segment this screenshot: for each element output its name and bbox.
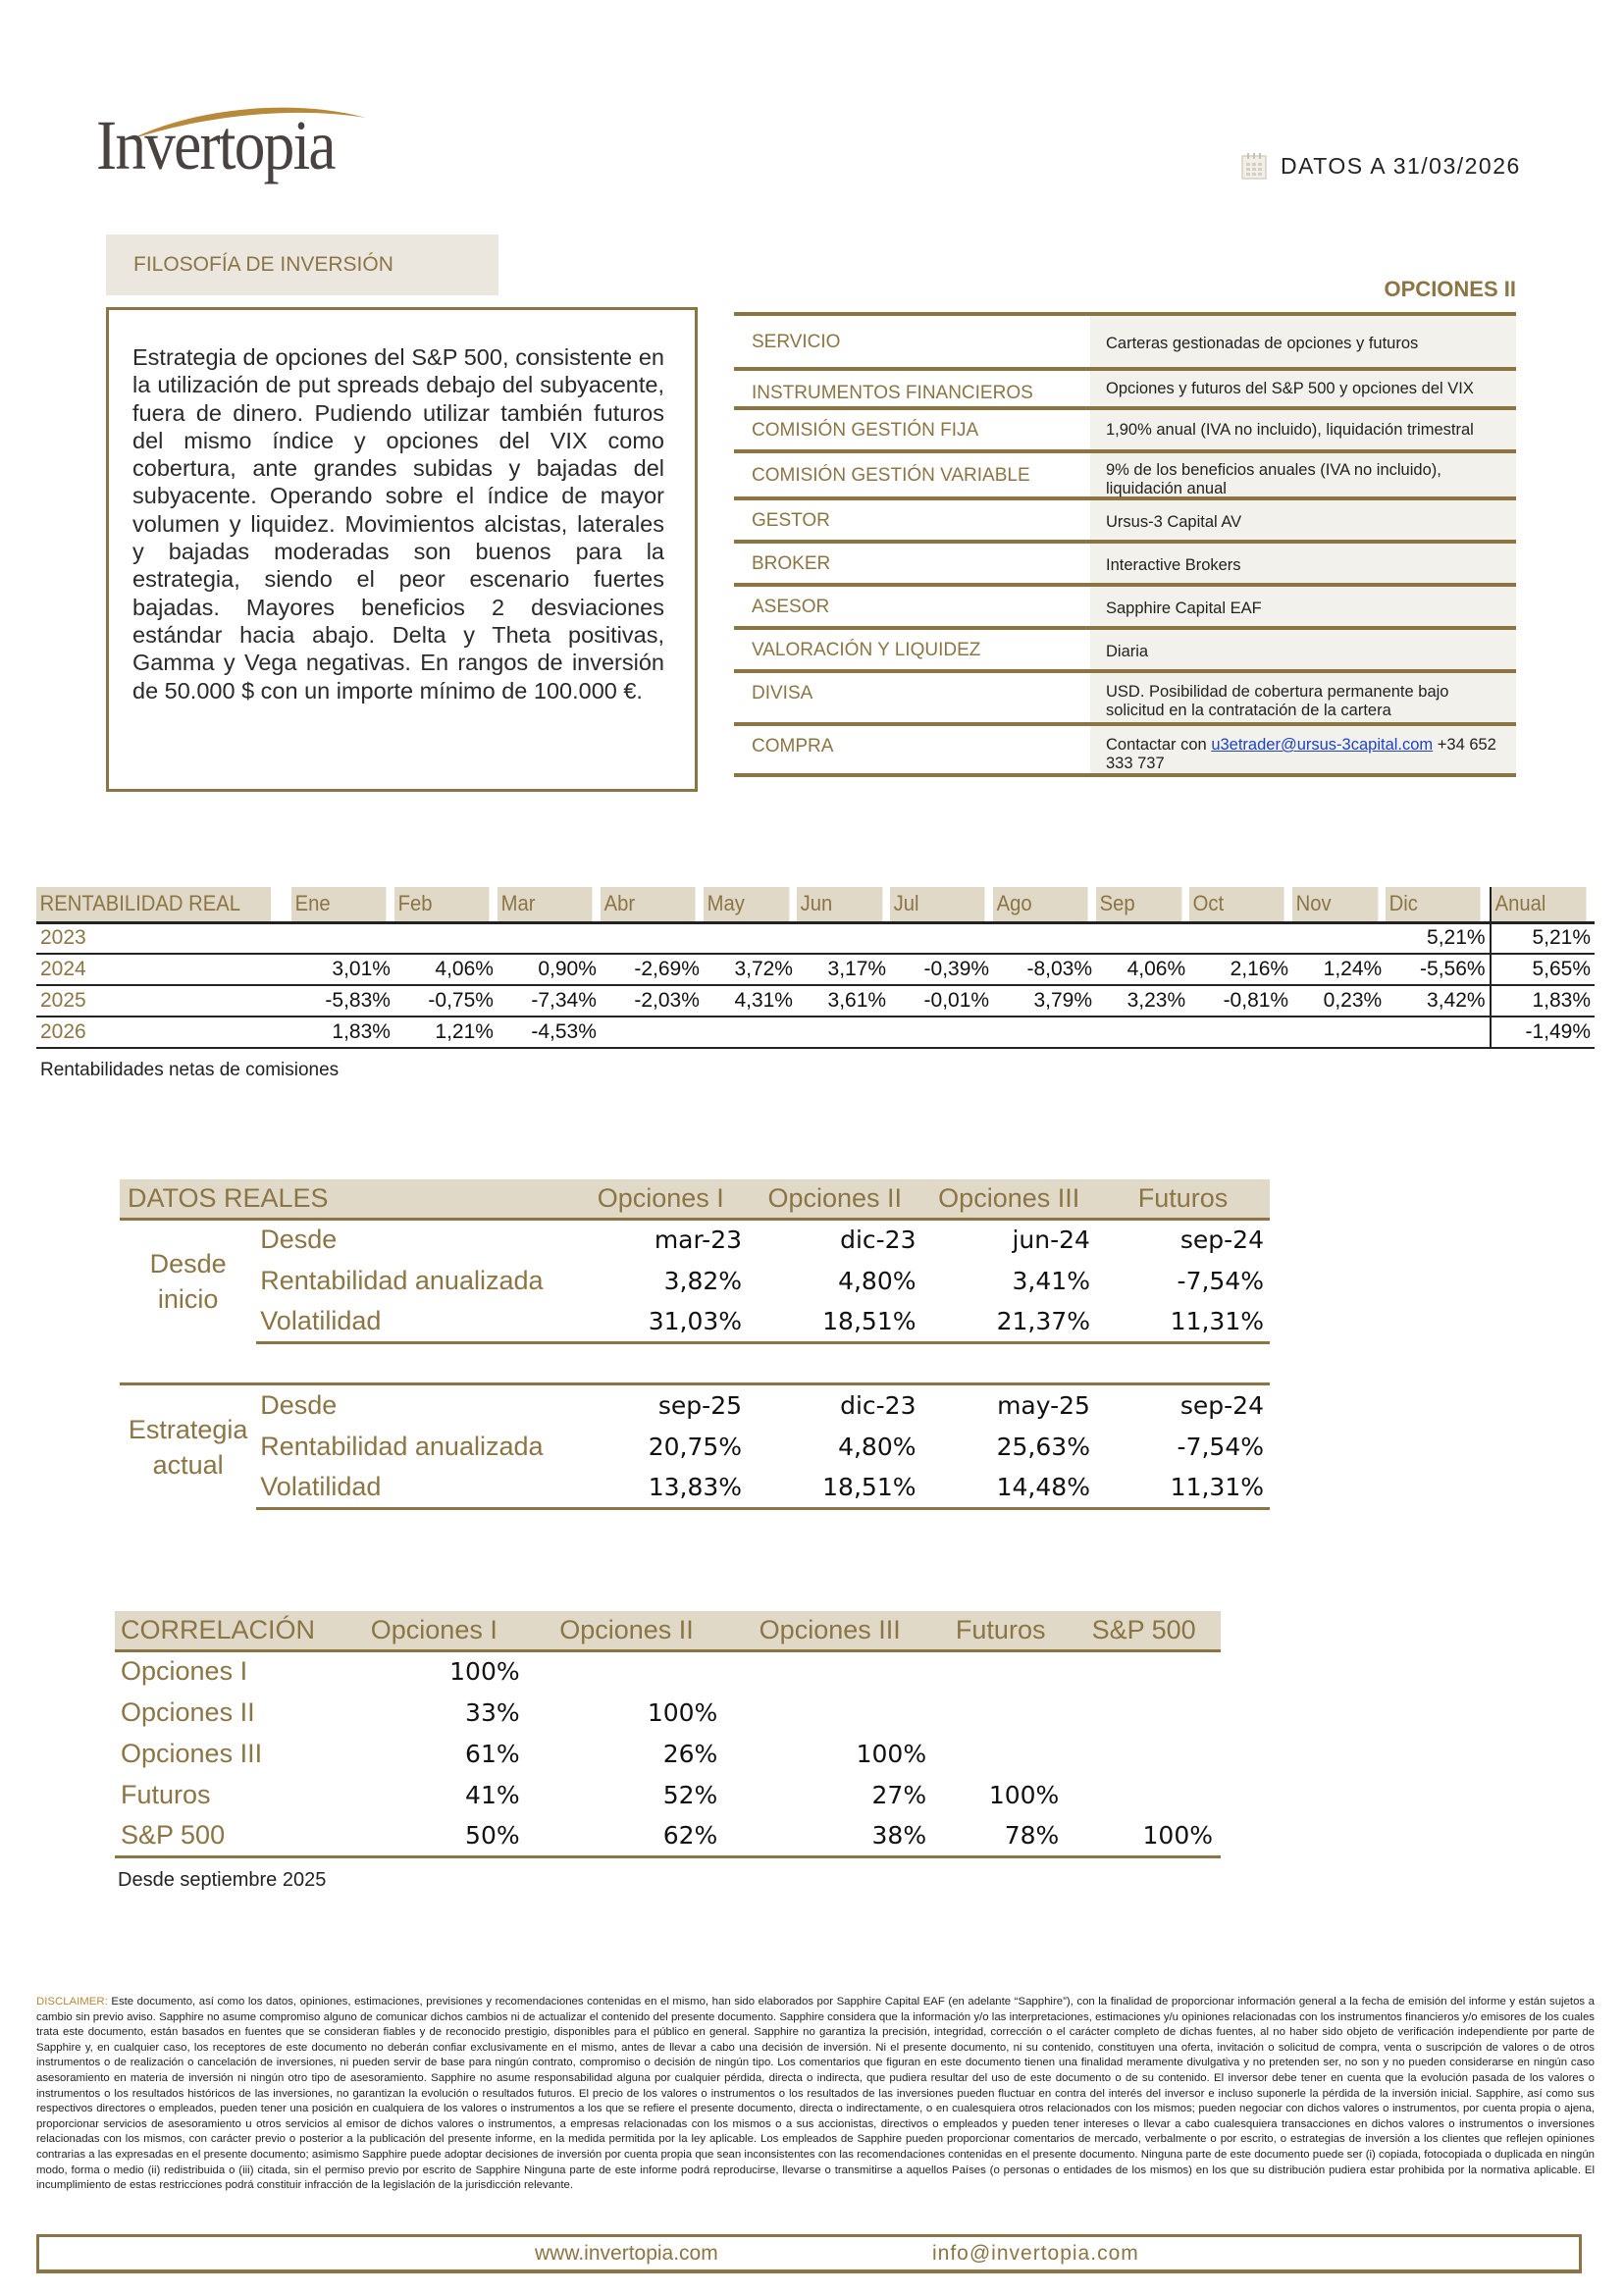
value-cell: -7,54%: [1177, 1266, 1264, 1295]
return-cell: -0,75%: [394, 985, 498, 1017]
column-header: Futuros: [934, 1611, 1067, 1650]
month-header: Dic: [1386, 887, 1482, 922]
value-cell: dic-23: [840, 1391, 917, 1420]
info-value: Ursus-3 Capital AV: [1090, 500, 1516, 540]
invertopia-logo: [96, 98, 381, 186]
info-label: DIVISA: [734, 673, 1090, 722]
value-cell: [725, 1650, 934, 1692]
info-value: 9% de los beneficios anuales (IVA no incluido), liquidación anual: [1090, 453, 1516, 496]
month-header: Oct: [1189, 887, 1284, 922]
value-cell: 78%: [934, 1815, 1067, 1856]
info-value: Diaria: [1090, 630, 1516, 669]
column-header: Opciones I: [341, 1611, 528, 1650]
return-cell: 3,01%: [291, 954, 394, 985]
datos-row: [120, 1301, 1270, 1342]
product-info-table: [734, 312, 1516, 777]
returns-row-2024: [36, 954, 1595, 985]
row-label: Rentabilidad anualizada: [260, 1432, 544, 1461]
philosophy-text: Estrategia de opciones del S&P 500, consistente en la utilización de put spreads debajo del subyacente, fuera de dinero. Pudiendo utilizar también futuros del mismo índice y opciones del VIX como cobertura, ante grandes subidas y bajadas del subyacente. Operando sobre el índice de mayor volumen y liquidez. Movimientos alcistas, laterales y bajadas moderadas son buenos para la estrategia, siendo el peor escenario fuertes bajadas. Mayores beneficios 2 desviaciones estándar hacia abajo. Delta y Theta positivas, Gamma y Vega negativas. En rangos de inversión de 50.000 $ con un importe mínimo de 100.000 €.: [132, 344, 664, 704]
return-cell: 4,06%: [1096, 954, 1189, 985]
product-title: OPCIONES II: [1384, 277, 1516, 301]
correlation-row: [115, 1815, 1221, 1856]
return-cell: -7,34%: [498, 985, 601, 1017]
info-value: Opciones y futuros del S&P 500 y opciones del VIX: [1090, 371, 1516, 406]
row-label: S&P 500: [115, 1815, 341, 1856]
info-label: VALORACIÓN Y LIQUIDEZ: [734, 630, 1090, 669]
value-cell: [934, 1650, 1067, 1692]
return-cell: 3,61%: [797, 985, 890, 1017]
value-cell: [934, 1692, 1067, 1733]
disclaimer-label: DISCLAIMER:: [36, 1996, 108, 2008]
return-cell: -5,56%: [1386, 954, 1490, 985]
month-header: May: [704, 887, 790, 922]
return-cell: [1096, 1017, 1189, 1048]
value-cell: 31,03%: [574, 1301, 748, 1342]
value-cell: 100%: [647, 1697, 718, 1727]
correlation-title: CORRELACIÓN: [115, 1611, 341, 1650]
group-label: Desde inicio: [149, 1248, 227, 1314]
return-cell: 3,79%: [993, 985, 1096, 1017]
spacer-row: [120, 1342, 1270, 1383]
month-header: Abr: [601, 887, 696, 922]
return-cell: 2,16%: [1189, 954, 1292, 985]
return-cell: 1,83%: [291, 1017, 394, 1048]
row-label: Opciones III: [121, 1738, 263, 1768]
row-label: Volatilidad: [256, 1301, 573, 1342]
value-cell: 20,75%: [648, 1433, 743, 1461]
value-cell: -7,54%: [1177, 1433, 1264, 1461]
info-label: GESTOR: [734, 500, 1090, 540]
return-cell: 3,17%: [797, 954, 890, 985]
value-cell: 11,31%: [1096, 1301, 1270, 1342]
return-cell: -2,03%: [601, 985, 704, 1017]
column-header: Opciones II: [748, 1179, 921, 1219]
value-cell: 14,48%: [921, 1468, 1095, 1509]
value-cell: sep-25: [657, 1391, 743, 1420]
returns-header-row: [36, 887, 1595, 922]
annual-cell: -1,49%: [1491, 1017, 1595, 1048]
row-label: Opciones II: [121, 1696, 255, 1727]
value-cell: 52%: [662, 1780, 718, 1809]
return-cell: [1292, 1017, 1386, 1048]
column-header: Opciones III: [725, 1611, 934, 1650]
month-header: Nov: [1292, 887, 1379, 922]
returns-title: RENTABILIDAD REAL: [36, 887, 271, 922]
correlation-header-row: [115, 1611, 1221, 1650]
value-cell: mar-23: [654, 1226, 743, 1255]
value-cell: 100%: [1067, 1815, 1221, 1856]
year-cell: 2026: [36, 1017, 291, 1048]
return-cell: 1,21%: [394, 1017, 498, 1048]
return-cell: [890, 922, 993, 954]
disclaimer-text: Este documento, así como los datos, opiniones, estimaciones, previsiones y recomendaciones contenidas en el mismo, han sido elaborados por Sapphire Capital EAF (en adelante “Sapphire”), con la finalidad de proporcionar información general a la fecha de emisión del informe y están sujetos a cambio sin previo aviso. Sapphire no asume compromiso alguno de comunicar dichos cambios ni de actualizar el contenido del presente documento. Sapphire considera que la información y/o las interpretaciones, estimaciones y/u opiniones relacionadas con los instrumentos financieros y/o emisores de los cuales trata este documento, están basados en fuentes que se consideran fiables y de reconocido prestigio, disponibles para el público en general. Sapphire no garantiza la precisión, integridad, corrección o el carácter completo de dichas fuentes, al no haber sido objeto de verificación independiente por parte de Sapphire y, en cualquier caso, los receptores de este documento no deberán confiar exclusivamente en el mismo, antes de llevar a cabo una decisión de inversión. Ni el presente documento, ni su contenido, constituyen una oferta, invitación o solicitud de compra, venta o suscripción de valores o de otros instrumentos o de realización o cancelación de inversiones, ni pueden servir de base para ningún contrato, compromiso o decisión de ningún tipo. Los comentarios que figuran en este documento tienen una finalidad meramente divulgativa y no pretenden ser, no son y no pueden considerarse en ningún caso asesoramiento en materia de inversión ni ningún otro tipo de asesoramiento. Sapphire no asume responsabilidad alguna por cualquier pérdida, directa o indirecta, que pudiera resultar del uso de este documento o de su contenido. El inversor debe tener en cuenta que la evolución pasada de los valores o instrumentos o los resultados históricos de las inversiones, no garantizan la evolución o resultados futuros. El precio de los valores o instrumentos o los resultados de las inversiones pueden fluctuar en contra del interés del inversor e incluso suponerle la pérdida de la inversión inicial. Sapphire, así como sus respectivos directores o empleados, pueden tener una posición en cualquiera de los valores o instrumentos a los que se refiere el presente documento, directa o indirectamente, o en cualesquiera otros relacionados con los mismos; pueden negociar con dichos valores o instrumentos, por cuenta propia o ajena, proporcionar servicios de asesoramiento u otros servicios al emisor de dichos valores o instrumentos, a empresas relacionadas con los mismos o a sus accionistas, directivos o empleados y pueden tener intereses o llevar a cabo cualesquiera transacciones en dichos valores o instrumentos o inversiones relacionadas con los mismos, con carácter previo o posterior a la publicación del presente informe, en la medida permitida por la ley aplicable. Los empleados de Sapphire pueden proporcionar comentarios de mercado, verbalmente o por escrito, o estrategias de inversión a los clientes que reflejen opiniones contrarias a las expresadas en el presente documento; asimismo Sapphire puede adoptar decisiones de inversión por cuenta propia que sean inconsistentes con las recomendaciones contenidas en el presente documento. Ninguna parte de este documento puede ser (i) copiada, fotocopiada o duplicada en ningún modo, forma o medio (ii) redistribuida o (iii) citada, sin el permiso previo por escrito de Sapphire Ninguna parte de este informe podrá reproducirse, llevarse o transmitirse a aquellos Países (o personas o entidades de los mismos) en los que su distribución pudiera estar prohibida por la normativa aplicable. El incumplimiento de estas restricciones podrá constituir infracción de la legislación de la jurisdicción relevante.: [36, 1996, 1595, 2192]
month-header: Mar: [498, 887, 593, 922]
return-cell: [601, 1017, 704, 1048]
value-cell: 18,51%: [748, 1301, 921, 1342]
info-row-servicio: [734, 316, 1516, 371]
philosophy-box: [106, 307, 698, 792]
returns-row-2026: [36, 1017, 1595, 1048]
value-cell: 61%: [465, 1739, 520, 1768]
value-cell: 4,80%: [838, 1266, 917, 1295]
info-row-comision-fija: [734, 410, 1516, 453]
returns-row-2025: [36, 985, 1595, 1017]
return-cell: [993, 1017, 1096, 1048]
return-cell: [1189, 922, 1292, 954]
row-label: Desde: [260, 1390, 338, 1420]
info-row-comision-variable: [734, 453, 1516, 500]
info-value: [1090, 726, 1516, 773]
return-cell: 3,72%: [704, 954, 797, 985]
return-cell: -0,01%: [890, 985, 993, 1017]
annual-cell: 5,65%: [1491, 954, 1595, 985]
email-link[interactable]: info@invertopia.com: [932, 2241, 1139, 2265]
return-cell: [993, 922, 1096, 954]
month-header: Feb: [394, 887, 490, 922]
return-cell: 0,23%: [1292, 985, 1386, 1017]
philosophy-title: FILOSOFÍA DE INVERSIÓN: [106, 235, 498, 295]
info-row-broker: [734, 544, 1516, 587]
column-header: Opciones I: [574, 1179, 748, 1219]
value-cell: [934, 1733, 1067, 1774]
correlation-row: [115, 1692, 1221, 1733]
value-cell: sep-24: [1179, 1391, 1264, 1420]
value-cell: 62%: [528, 1815, 726, 1856]
info-label: COMISIÓN GESTIÓN VARIABLE: [734, 453, 1090, 496]
value-cell: [1067, 1650, 1221, 1692]
value-cell: sep-24: [1179, 1226, 1264, 1255]
value-cell: [725, 1692, 934, 1733]
datos-row: [120, 1427, 1270, 1468]
value-cell: dic-23: [840, 1226, 917, 1255]
return-cell: [291, 922, 394, 954]
value-cell: 27%: [871, 1780, 927, 1809]
month-header: Jul: [890, 887, 985, 922]
return-cell: 4,31%: [704, 985, 797, 1017]
info-value: 1,90% anual (IVA no incluido), liquidación trimestral: [1090, 410, 1516, 449]
return-cell: -0,81%: [1189, 985, 1292, 1017]
value-cell: [1067, 1692, 1221, 1733]
column-header: S&P 500: [1067, 1611, 1221, 1650]
value-cell: [528, 1650, 726, 1692]
correlation-row: [115, 1650, 1221, 1692]
return-cell: [394, 922, 498, 954]
value-cell: 100%: [856, 1739, 927, 1768]
datos-row: [120, 1468, 1270, 1509]
row-label: Futuros: [121, 1779, 211, 1809]
return-cell: 3,42%: [1386, 985, 1490, 1017]
return-cell: [1189, 1017, 1292, 1048]
disclaimer: [36, 1995, 1595, 2194]
returns-note: Rentabilidades netas de comisiones: [40, 1060, 340, 1080]
year-cell: 2023: [36, 922, 291, 954]
website-link[interactable]: www.invertopia.com: [535, 2241, 718, 2265]
datos-reales-title: DATOS REALES: [120, 1179, 574, 1219]
return-cell: 0,90%: [498, 954, 601, 985]
annual-cell: 1,83%: [1491, 985, 1595, 1017]
compra-prefix: Contactar con: [1106, 736, 1212, 754]
datos-reales-header-row: [120, 1179, 1270, 1219]
value-cell: 3,41%: [1012, 1266, 1090, 1295]
return-cell: -4,53%: [498, 1017, 601, 1048]
return-cell: [1386, 1017, 1490, 1048]
info-row-instrumentos: [734, 371, 1516, 410]
datos-reales-table: [120, 1179, 1270, 1510]
return-cell: [1292, 922, 1386, 954]
value-cell: 33%: [465, 1697, 520, 1727]
value-cell: 4,80%: [838, 1433, 917, 1461]
return-cell: [890, 1017, 993, 1048]
value-cell: may-25: [997, 1391, 1090, 1420]
column-header: Opciones III: [921, 1179, 1095, 1219]
return-cell: -0,39%: [890, 954, 993, 985]
value-cell: 50%: [341, 1815, 528, 1856]
returns-row-2023: [36, 922, 1595, 954]
info-value: Carteras gestionadas de opciones y futuros: [1090, 316, 1516, 367]
value-cell: 41%: [465, 1780, 520, 1809]
footer: [36, 2234, 1582, 2273]
info-value: USD. Posibilidad de cobertura permanente bajo solicitud en la contratación de la cartera: [1090, 673, 1516, 722]
annual-cell: 5,21%: [1491, 922, 1595, 954]
return-cell: 3,23%: [1096, 985, 1189, 1017]
value-cell: jun-24: [1012, 1226, 1090, 1255]
info-row-divisa: [734, 673, 1516, 726]
return-cell: -8,03%: [993, 954, 1096, 985]
value-cell: 26%: [662, 1739, 718, 1768]
value-cell: 21,37%: [921, 1301, 1095, 1342]
return-cell: [1096, 922, 1189, 954]
correlation-note: Desde septiembre 2025: [118, 1869, 327, 1891]
row-label: Desde: [260, 1225, 338, 1255]
column-header: Opciones II: [528, 1611, 726, 1650]
info-label: COMPRA: [734, 726, 1090, 773]
year-cell: 2025: [36, 985, 291, 1017]
correlation-row: [115, 1733, 1221, 1774]
calendar-icon: [1241, 152, 1267, 180]
annual-header: Anual: [1491, 887, 1587, 922]
datos-row: [120, 1385, 1270, 1427]
logo-text: Invertopia: [96, 106, 335, 184]
info-row-asesor: [734, 587, 1516, 630]
datos-row: [120, 1219, 1270, 1260]
value-cell: 38%: [725, 1815, 934, 1856]
info-row-valoracion: [734, 630, 1516, 673]
month-header: Jun: [797, 887, 883, 922]
month-header: Ago: [993, 887, 1088, 922]
info-value: Interactive Brokers: [1090, 544, 1516, 583]
return-cell: [498, 922, 601, 954]
returns-table: [36, 887, 1595, 1049]
info-label: INSTRUMENTOS FINANCIEROS: [734, 371, 1090, 406]
return-cell: -2,69%: [601, 954, 704, 985]
return-cell: 1,24%: [1292, 954, 1386, 985]
return-cell: [704, 922, 797, 954]
value-cell: 100%: [988, 1780, 1060, 1809]
value-cell: 3,82%: [663, 1266, 743, 1295]
value-cell: [1067, 1774, 1221, 1815]
info-label: SERVICIO: [734, 316, 1090, 367]
value-cell: 11,31%: [1096, 1468, 1270, 1509]
value-cell: 13,83%: [574, 1468, 748, 1509]
datos-row: [120, 1260, 1270, 1301]
spacer: [120, 1342, 1270, 1383]
return-cell: [797, 922, 890, 954]
row-label: Opciones I: [121, 1656, 248, 1687]
info-row-compra: [734, 726, 1516, 777]
info-row-gestor: [734, 500, 1516, 544]
value-cell: 25,63%: [996, 1433, 1090, 1461]
info-label: BROKER: [734, 544, 1090, 583]
column-header: Futuros: [1096, 1179, 1270, 1219]
return-cell: 5,21%: [1386, 922, 1490, 954]
correlation-table: [115, 1611, 1221, 1858]
return-cell: [601, 922, 704, 954]
month-header: Ene: [291, 887, 387, 922]
row-label: Volatilidad: [256, 1468, 573, 1509]
value-cell: [1067, 1733, 1221, 1774]
info-value: Sapphire Capital EAF: [1090, 587, 1516, 626]
date-label: DATOS A 31/03/2026: [1281, 152, 1521, 179]
value-cell: 100%: [449, 1657, 520, 1687]
row-label: Rentabilidad anualizada: [260, 1265, 544, 1295]
return-cell: 4,06%: [394, 954, 498, 985]
contact-email-link[interactable]: u3etrader@ursus-3capital.com: [1211, 736, 1434, 754]
correlation-row: [115, 1774, 1221, 1815]
return-cell: [704, 1017, 797, 1048]
month-header: Sep: [1096, 887, 1182, 922]
return-cell: -5,83%: [291, 985, 394, 1017]
year-cell: 2024: [36, 954, 291, 985]
value-cell: 18,51%: [748, 1468, 921, 1509]
compra-phone: +34 652 333 737: [1106, 736, 1496, 772]
group-label: Estrategia actual: [128, 1414, 248, 1480]
report-date: [1241, 149, 1521, 183]
info-label: COMISIÓN GESTIÓN FIJA: [734, 410, 1090, 449]
return-cell: [797, 1017, 890, 1048]
info-label: ASESOR: [734, 587, 1090, 626]
